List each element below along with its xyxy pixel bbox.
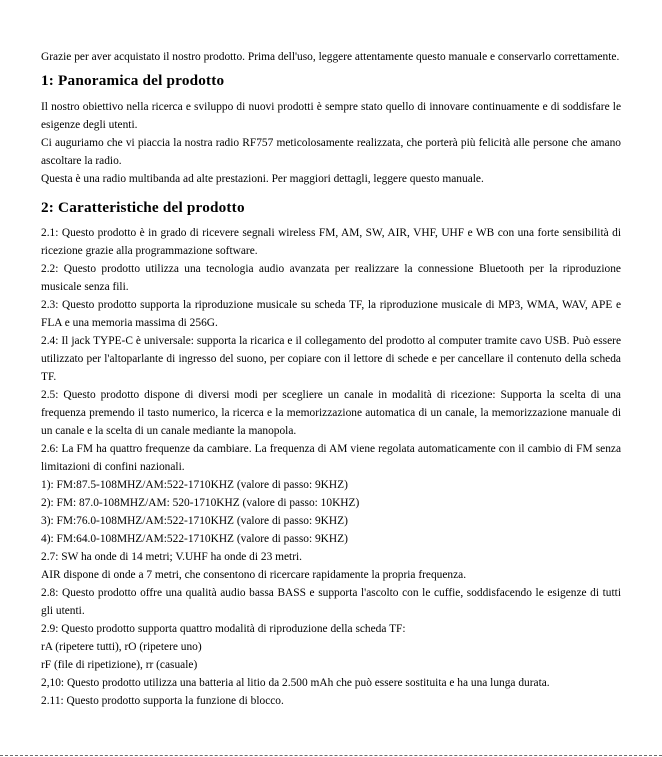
- intro-paragraph: Grazie per aver acquistato il nostro prodotto. Prima dell'uso, leggere attentamente questo manuale e conservarlo correttamente.: [41, 51, 620, 63]
- feature-paragraph: 2.11: Questo prodotto supporta la funzione di blocco.: [41, 695, 284, 707]
- feature-paragraph: 2,10: Questo prodotto utilizza una batteria al litio da 2.500 mAh che può essere sostituita e ha una lunga durata.: [41, 677, 550, 689]
- feature-paragraph: 2.9: Questo prodotto supporta quattro modalità di riproduzione della scheda TF:: [41, 623, 406, 635]
- feature-paragraph: 2.7: SW ha onde di 14 metri; V.UHF ha onde di 23 metri.: [41, 551, 303, 563]
- feature-paragraph: 2.3: Questo prodotto supporta la riproduzione musicale su scheda TF, la riproduzione musicale di MP3, WMA, WAV, APE e FLA e una memoria massima di 256G.: [41, 299, 621, 329]
- section-1-heading: 1: Panoramica del prodotto: [41, 72, 225, 89]
- frequency-band-line: 4): FM:64.0-108MHZ/AM:522-1710KHZ (valore di passo: 9KHZ): [41, 533, 348, 545]
- frequency-band-line: 2): FM: 87.0-108MHZ/AM: 520-1710KHZ (valore di passo: 10KHZ): [41, 497, 360, 509]
- page-bottom-divider: [0, 755, 662, 756]
- feature-paragraph: 2.2: Questo prodotto utilizza una tecnologia audio avanzata per realizzare la connessione Bluetooth per la riproduzione musicale senza fili.: [41, 263, 621, 293]
- play-mode-line: rA (ripetere tutti), rO (ripetere uno): [41, 641, 202, 653]
- feature-paragraph: 2.1: Questo prodotto è in grado di ricevere segnali wireless FM, AM, SW, AIR, VHF, UHF e WB con una forte sensibilità di ricezione grazie alla programmazione software.: [41, 227, 621, 257]
- section-1-paragraph: Questa è una radio multibanda ad alte prestazioni. Per maggiori dettagli, leggere questo manuale.: [41, 173, 484, 185]
- manual-page: [41, 48, 621, 710]
- feature-paragraph: 2.8: Questo prodotto offre una qualità audio bassa BASS e supporta l'ascolto con le cuffie, soddisfacendo le esigenze di tutti gli utenti.: [41, 587, 621, 617]
- frequency-band-line: 3): FM:76.0-108MHZ/AM:522-1710KHZ (valore di passo: 9KHZ): [41, 515, 348, 527]
- frequency-band-line: 1): FM:87.5-108MHZ/AM:522-1710KHZ (valore di passo: 9KHZ): [41, 479, 348, 491]
- feature-paragraph: 2.6: La FM ha quattro frequenze da cambiare. La frequenza di AM viene regolata automaticamente con il cambio di FM senza limitazioni di confini nazionali.: [41, 443, 621, 473]
- section-1-paragraph: Il nostro obiettivo nella ricerca e sviluppo di nuovi prodotti è sempre stato quello di innovare continuamente e di soddisfare le esigenze degli utenti.: [41, 101, 621, 131]
- play-mode-line: rF (file di ripetizione), rr (casuale): [41, 659, 198, 671]
- section-2-heading: 2: Caratteristiche del prodotto: [41, 199, 245, 216]
- section-1-paragraph: Ci auguriamo che vi piaccia la nostra radio RF757 meticolosamente realizzata, che porterà più felicità alle persone che amano ascoltare la radio.: [41, 137, 621, 167]
- feature-paragraph: AIR dispone di onde a 7 metri, che consentono di ricercare rapidamente la propria frequenza.: [41, 569, 467, 581]
- feature-paragraph: 2.5: Questo prodotto dispone di diversi modi per scegliere un canale in modalità di ricezione: Supporta la scelta di una frequenza premendo il tasto numerico, la ricerca e la memorizzazione automatica di un canale, la memorizzazione manuale di un canale e la scelta di un canale mediante la manopola.: [41, 389, 621, 437]
- feature-paragraph: 2.4: Il jack TYPE-C è universale: supporta la ricarica e il collegamento del prodotto al computer tramite cavo USB. Può essere utilizzato per l'altoparlante di ingresso del suono, per copiare con il lettore di schede e per cancellare il contenuto della scheda TF.: [41, 335, 621, 383]
